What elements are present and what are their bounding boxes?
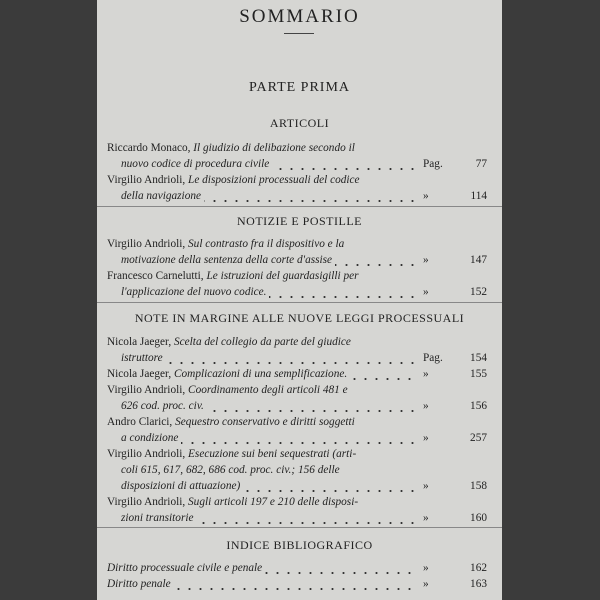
page-number: 114 — [470, 190, 487, 202]
toc-entry-line — [107, 382, 487, 398]
toc-entry-line — [107, 334, 487, 350]
page-number: 257 — [470, 432, 487, 444]
page-number: 152 — [470, 286, 487, 298]
entry-text — [107, 448, 359, 460]
toc-entry-line — [107, 236, 487, 252]
entry-title: 626 cod. proc. civ. — [121, 400, 204, 412]
page-label: » — [423, 190, 429, 202]
page-label: » — [423, 368, 429, 380]
entry-author: Virgilio Andrioli, — [107, 496, 189, 508]
section-heading: ARTICOLI — [269, 116, 330, 130]
toc-entry-line — [107, 494, 487, 510]
entry-text — [121, 512, 197, 524]
page-number: 154 — [470, 352, 487, 364]
entry-title: zioni transitorie — [121, 512, 194, 524]
entry-text — [107, 336, 354, 348]
entry-author: Riccardo Monaco, — [107, 142, 194, 154]
entry-page-ref — [417, 284, 487, 300]
toc-entry-line — [121, 350, 487, 366]
entry-title: Sul contrasto fra il dispositivo e la — [188, 238, 345, 250]
entry-text — [107, 562, 265, 574]
entry-page-ref — [417, 252, 487, 268]
section-heading: NOTIZIE E POSTILLE — [237, 214, 362, 228]
entry-page-ref — [417, 398, 487, 414]
page-number: 163 — [470, 578, 487, 590]
page-label: » — [423, 400, 429, 412]
toc-entry-line — [121, 510, 487, 526]
page-title: SOMMARIO — [239, 6, 360, 27]
toc-entry-line — [107, 414, 487, 430]
entry-title: Complicazioni di una semplificazione. — [173, 368, 348, 380]
page-number: 160 — [470, 512, 487, 524]
entry-title: istruttore — [121, 352, 163, 364]
entry-author: Nicola Jaeger, — [107, 368, 174, 380]
page-label: » — [423, 480, 429, 492]
entry-title: Scelta del collegio da parte del giudice — [173, 336, 351, 348]
entry-title: nuovo codice di procedura civile — [121, 158, 270, 170]
entry-title: motivazione della sentenza della corte d'assise — [121, 254, 333, 266]
entry-text — [107, 384, 351, 396]
page-number: 158 — [470, 480, 487, 492]
page-number: 156 — [470, 400, 487, 412]
entry-text — [121, 254, 335, 266]
toc-entry-line — [107, 366, 487, 382]
entry-author: Virgilio Andrioli, — [107, 448, 189, 460]
entry-text — [107, 578, 174, 590]
entry-title: disposizioni di attuazione) — [121, 480, 241, 492]
toc-entry-line — [121, 252, 487, 268]
entry-page-ref — [417, 560, 487, 576]
toc-entry-line — [121, 284, 487, 300]
section-separator — [97, 527, 502, 528]
entry-author: Nicola Jaeger, — [107, 336, 174, 348]
entry-title: della navigazione — [121, 190, 202, 202]
page-label: » — [423, 512, 429, 524]
entry-text — [121, 158, 272, 170]
section-separator — [97, 206, 502, 207]
toc-entry-line — [107, 268, 487, 284]
entry-page-ref — [417, 478, 487, 494]
entry-page-ref — [417, 366, 487, 382]
entry-text — [121, 190, 204, 202]
toc-entry-line — [107, 140, 487, 156]
toc-entry-line — [107, 172, 487, 188]
page-number: 162 — [470, 562, 487, 574]
entry-title: a condizione — [121, 432, 179, 444]
entry-author: Virgilio Andrioli, — [107, 384, 189, 396]
entry-text — [121, 286, 269, 298]
part-heading: PARTE PRIMA — [248, 80, 351, 95]
section-separator — [97, 302, 502, 303]
entry-title: coli 615, 617, 682, 686 cod. proc. civ.; 156 delle — [121, 464, 340, 476]
entry-title: Le istruzioni del guardasigilli per — [206, 270, 359, 282]
entry-text — [107, 142, 358, 154]
entry-author: Francesco Carnelutti, — [107, 270, 207, 282]
entry-text — [107, 238, 347, 250]
page-number: 155 — [470, 368, 487, 380]
entry-title: l'applicazione del nuovo codice. — [121, 286, 267, 298]
entry-text — [107, 368, 350, 380]
page-label: » — [423, 432, 429, 444]
entry-page-ref — [417, 156, 487, 172]
page-label: » — [423, 578, 429, 590]
page-label: » — [423, 286, 429, 298]
document-page — [97, 0, 502, 600]
toc-entry-line — [121, 462, 487, 478]
entry-title: Coordinamento degli articoli 481 e — [188, 384, 348, 396]
toc-entry-line — [107, 446, 487, 462]
entry-text — [107, 270, 362, 282]
page-label: Pag. — [423, 352, 443, 364]
toc-entry-line — [121, 398, 487, 414]
entry-title: Le disposizioni processuali del codice — [188, 174, 360, 186]
entry-text — [121, 432, 181, 444]
entry-title: Esecuzione sui beni sequestrati (arti- — [188, 448, 357, 460]
entry-page-ref — [417, 350, 487, 366]
entry-author: Virgilio Andrioli, — [107, 238, 189, 250]
entry-text — [107, 496, 361, 508]
toc-entry-line — [121, 156, 487, 172]
section-heading: INDICE BIBLIOGRAFICO — [226, 538, 373, 552]
toc-entry-line — [121, 478, 487, 494]
entry-title: Il giudizio di delibazione secondo il — [193, 142, 355, 154]
page-label: » — [423, 254, 429, 266]
entry-page-ref — [417, 430, 487, 446]
entry-title: Diritto processuale civile e penale — [107, 562, 263, 574]
entry-title: Sequestro conservativo e diritti soggetti — [175, 416, 355, 428]
page-label: » — [423, 562, 429, 574]
toc-entry-line — [121, 430, 487, 446]
entry-text — [121, 480, 243, 492]
title-rule — [284, 33, 314, 34]
toc-entry-line — [121, 188, 487, 204]
entry-title: Diritto penale — [107, 578, 171, 590]
section-heading: NOTE IN MARGINE ALLE NUOVE LEGGI PROCESSUALI — [134, 311, 465, 325]
entry-text — [121, 352, 166, 364]
page-number: 77 — [475, 158, 487, 170]
toc-entry-line — [107, 576, 487, 592]
toc-entry-line — [107, 560, 487, 576]
entry-page-ref — [417, 188, 487, 204]
entry-author: Andro Clarici, — [107, 416, 176, 428]
entry-text — [121, 464, 343, 476]
entry-page-ref — [417, 576, 487, 592]
entry-title: Sugli articoli 197 e 210 delle disposi- — [188, 496, 359, 508]
entry-page-ref — [417, 510, 487, 526]
entry-author: Virgilio Andrioli, — [107, 174, 189, 186]
entry-text — [121, 400, 207, 412]
entry-text — [107, 174, 363, 186]
page-label: Pag. — [423, 158, 443, 170]
page-number: 147 — [470, 254, 487, 266]
entry-text — [107, 416, 358, 428]
